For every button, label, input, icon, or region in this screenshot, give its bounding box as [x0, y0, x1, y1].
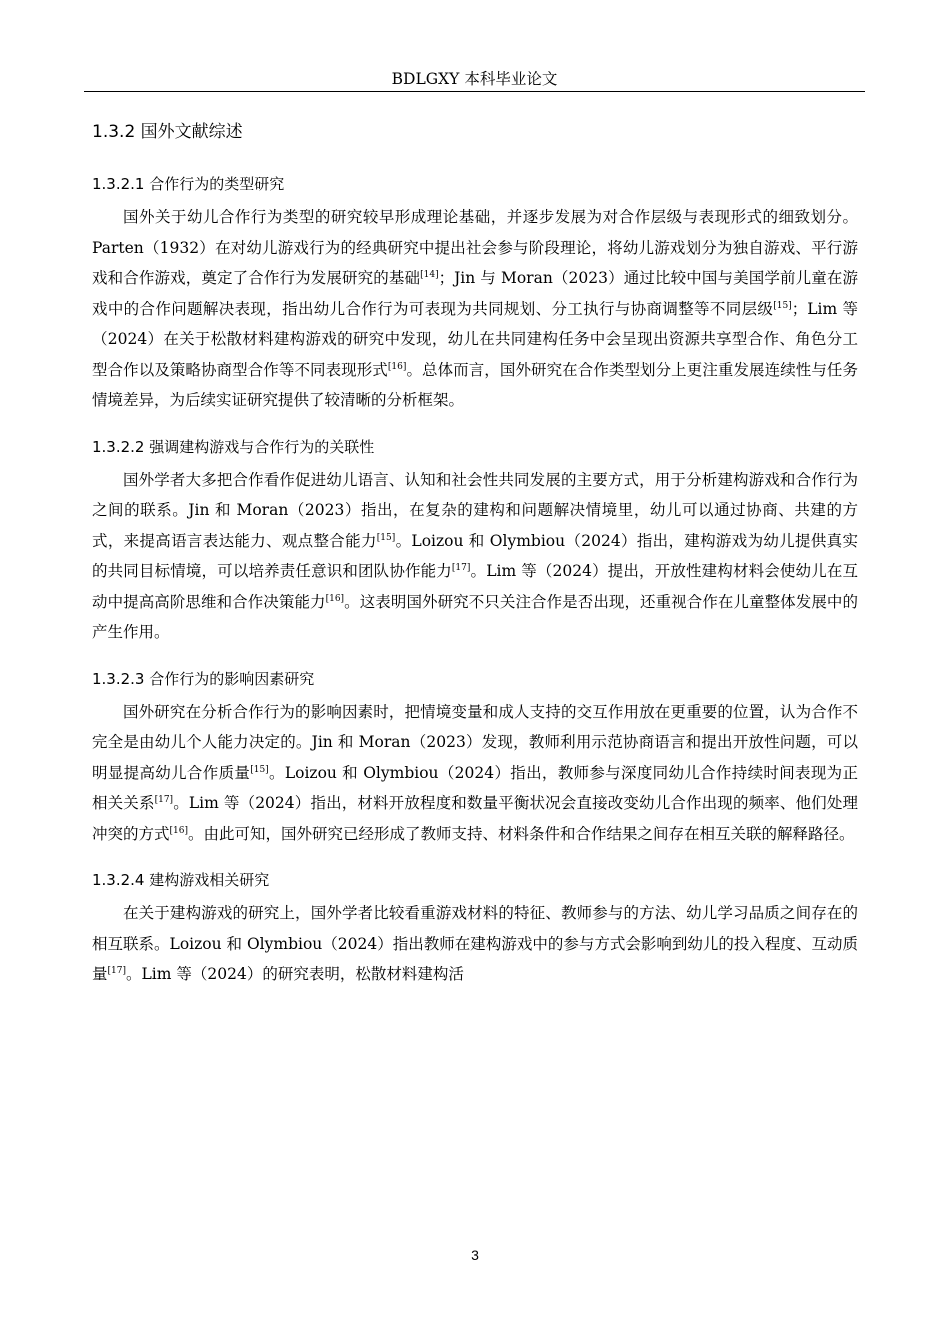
citation: [16]: [387, 361, 407, 372]
citation: [16]: [325, 593, 345, 604]
text-run: 国外研究在分析合作行为的影响因素时，把情境变量和成人支持的交互作用放在更重要的位置，认为合作不完全是由幼儿个人能力决定的。Jin 和 Moran（2023）发现，教师利用示范协商语言和提出开放性问题，可以明显提高幼儿合作质量: [92, 702, 858, 782]
paragraph-construction-play: [92, 898, 858, 990]
subsection-title-4: 1.3.2.4 建构游戏相关研究: [92, 871, 270, 889]
citation: [15]: [250, 764, 269, 775]
text-run: 国外学者大多把合作看作促进幼儿语言、认知和社会性共同发展的主要方式，用于分析建构游戏和合作行为之间的联系。Jin 和 Moran（2023）指出，在复杂的建构和问题解决情境里，幼儿可以通过协商、共建的方式，来提高语言表达能力、观点整合能力: [92, 470, 858, 550]
paragraph-play-cooperation-link: [92, 465, 858, 648]
citation: [15]: [376, 532, 396, 543]
header-rule: [84, 91, 865, 92]
text-run: 。Lim 等（2024）的研究表明，松散材料建构活: [126, 965, 464, 983]
paragraph-cooperation-types: [92, 202, 858, 416]
text-run: ；Lim 等（2024）在关于松散材料建构游戏的研究中发现，幼儿在共同建构任务中会呈现出资源共享型合作、角色分工型合作以及策略协商型合作等不同表现形式: [92, 299, 858, 379]
citation: [17]: [107, 966, 126, 976]
running-header: BDLGXY 本科毕业论文: [391, 70, 558, 88]
paragraph-influencing-factors: [92, 697, 858, 850]
text-run: 在关于建构游戏的研究上，国外学者比较看重游戏材料的特征、教师参与的方法、幼儿学习品质之间存在的相互联系。Loizou 和 Olymbiou（2024）指出教师在建构游戏中的参与方式会影响到幼儿的投入程度、互动质量: [92, 904, 858, 983]
citation: [17]: [154, 795, 174, 805]
text-run: 。Loizou 和 Olymbiou（2024）指出，教师参与深度同幼儿合作持续时间表现为正相关关系: [92, 763, 858, 812]
text-run: 。Lim 等（2024）指出，材料开放程度和数量平衡状况会直接改变幼儿合作出现的频率、他们处理冲突的方式: [92, 794, 858, 843]
text-run: 。Loizou 和 Olymbiou（2024）指出，建构游戏为幼儿提供真实的共同目标情境，可以培养责任意识和团队协作能力: [92, 531, 858, 580]
page-body: [92, 119, 858, 990]
subsection-title-1: 1.3.2.1 合作行为的类型研究: [92, 175, 285, 193]
citation: [15]: [773, 300, 792, 311]
text-run: 。总体而言，国外研究在合作类型划分上更注重发展连续性与任务情境差异，为后续实证研究提供了较清晰的分析框架。: [92, 360, 858, 409]
page-number: 3: [471, 1247, 479, 1263]
text-run: ；Jin 与 Moran（2023）通过比较中国与美国学前儿童在游戏中的合作问题解决表现，指出幼儿合作行为可表现为共同规划、分工执行与协商调整等不同层级: [92, 269, 858, 318]
citation: [16]: [169, 825, 188, 836]
text-run: 国外关于幼儿合作行为类型的研究较早形成理论基础，并逐步发展为对合作层级与表现形式的细致划分。Parten（1932）在对幼儿游戏行为的经典研究中提出社会参与阶段理论，将幼儿游戏划分为独自游戏、平行游戏和合作游戏，奠定了合作行为发展研究的基础: [92, 208, 858, 287]
citation: [17]: [451, 563, 471, 573]
text-run: 。由此可知，国外研究已经形成了教师支持、材料条件和合作结果之间存在相互关联的解释路径。: [188, 824, 855, 843]
text-run: 。这表明国外研究不只关注合作是否出现，还重视合作在儿童整体发展中的产生作用。: [92, 592, 858, 641]
citation: [14]: [420, 270, 439, 280]
text-run: 。Lim 等（2024）提出，开放性建构材料会使幼儿在互动中提高高阶思维和合作决策能力: [92, 562, 858, 611]
subsection-title-2: 1.3.2.2 强调建构游戏与合作行为的关联性: [92, 437, 375, 456]
section-title: 1.3.2 国外文献综述: [92, 122, 243, 142]
subsection-title-3: 1.3.2.3 合作行为的影响因素研究: [92, 669, 315, 688]
